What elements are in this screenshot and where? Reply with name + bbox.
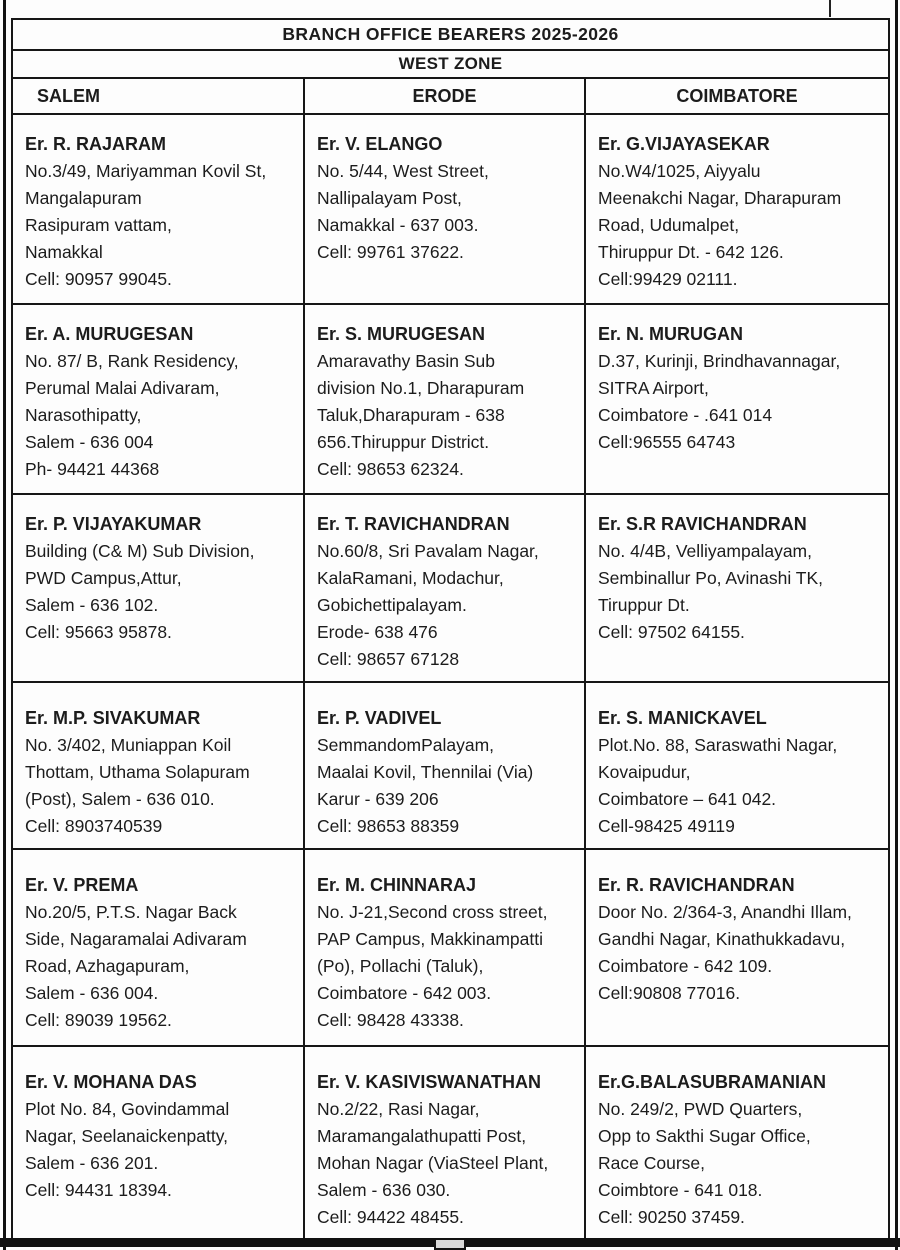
address-line: No. 87/ B, Rank Residency, <box>25 351 239 371</box>
address-line: Cell: 98428 43338. <box>317 1010 464 1030</box>
address-line: Erode- 638 476 <box>317 622 438 642</box>
address-line: Coimbatore – 641 042. <box>598 789 777 809</box>
address-line: Side, Nagaramalai Adivaram <box>25 929 247 949</box>
address-line: Cell:96555 64743 <box>598 432 736 452</box>
address-line: Gandhi Nagar, Kinathukkadavu, <box>598 929 846 949</box>
address-line: Salem - 636 004. <box>25 983 159 1003</box>
address-line: No.20/5, P.T.S. Nagar Back <box>25 902 237 922</box>
person-name: Er. G.VIJAYASEKAR <box>598 134 770 154</box>
person-address <box>598 348 880 456</box>
address-line: Kovaipudur, <box>598 762 691 782</box>
address-line: Gobichettipalayam. <box>317 595 467 615</box>
address-line: No. 3/402, Muniappan Koil <box>25 735 232 755</box>
page-title: BRANCH OFFICE BEARERS 2025-2026 <box>13 20 888 51</box>
directory-cell <box>586 1047 888 1244</box>
address-line: No. 249/2, PWD Quarters, <box>598 1099 803 1119</box>
address-line: KalaRamani, Modachur, <box>317 568 504 588</box>
column-header-salem: SALEM <box>13 79 305 113</box>
address-line: No. J-21,Second cross street, <box>317 902 548 922</box>
person-name: Er. S. MURUGESAN <box>317 324 486 344</box>
address-line: No.60/8, Sri Pavalam Nagar, <box>317 541 539 561</box>
table-row <box>13 305 888 495</box>
address-line: Salem - 636 004 <box>25 432 154 452</box>
address-line: Salem - 636 102. <box>25 595 159 615</box>
address-line: Meenakchi Nagar, Dharapuram <box>598 188 842 208</box>
table-row <box>13 683 888 850</box>
address-line: Mangalapuram <box>25 188 142 208</box>
address-line: D.37, Kurinji, Brindhavannagar, <box>598 351 841 371</box>
address-line: Cell: 89039 19562. <box>25 1010 172 1030</box>
address-line: Salem - 636 201. <box>25 1153 159 1173</box>
address-line: Cell: 98653 62324. <box>317 459 464 479</box>
address-line: Cell: 98653 88359 <box>317 816 460 836</box>
address-line: Rasipuram vattam, <box>25 215 172 235</box>
person-address <box>317 158 576 266</box>
address-line: No.W4/1025, Aiyyalu <box>598 161 761 181</box>
address-line: Door No. 2/364-3, Anandhi Illam, <box>598 902 852 922</box>
person-name: Er. V. PREMA <box>25 875 139 895</box>
directory-cell <box>13 1047 305 1244</box>
person-address <box>25 1096 295 1204</box>
person-name: Er.G.BALASUBRAMANIAN <box>598 1072 827 1092</box>
address-line: Road, Azhagapuram, <box>25 956 190 976</box>
directory-cell <box>305 850 586 1045</box>
address-line: Cell: 8903740539 <box>25 816 163 836</box>
address-line: (Po), Pollachi (Taluk), <box>317 956 484 976</box>
directory-cell <box>305 495 586 681</box>
person-name: Er. N. MURUGAN <box>598 324 744 344</box>
person-address <box>25 348 295 483</box>
person-name: Er. S. MANICKAVEL <box>598 708 767 728</box>
directory-cell <box>586 495 888 681</box>
address-line: No.2/22, Rasi Nagar, <box>317 1099 480 1119</box>
address-line: Cell: 94431 18394. <box>25 1180 172 1200</box>
column-header-coimbatore: COIMBATORE <box>676 85 798 106</box>
address-line: Maalai Kovil, Thennilai (Via) <box>317 762 534 782</box>
directory-cell <box>13 115 305 303</box>
person-name: Er. T. RAVICHANDRAN <box>317 514 510 534</box>
address-line: Cell:99429 02111. <box>598 269 738 289</box>
page-border-left <box>3 0 6 1250</box>
directory-cell <box>586 683 888 848</box>
address-line: SITRA Airport, <box>598 378 709 398</box>
directory-cell <box>586 305 888 493</box>
person-name: Er. M.P. SIVAKUMAR <box>25 708 201 728</box>
person-name: Er. P. VIJAYAKUMAR <box>25 514 202 534</box>
address-line: SemmandomPalayam, <box>317 735 495 755</box>
address-line: Mohan Nagar (ViaSteel Plant, <box>317 1153 549 1173</box>
column-header-row <box>13 79 888 115</box>
person-name: Er. V. ELANGO <box>317 134 443 154</box>
address-line: Coimbtore - 641 018. <box>598 1180 763 1200</box>
directory-cell <box>305 683 586 848</box>
zone-title: WEST ZONE <box>13 51 888 79</box>
address-line: Cell: 94422 48455. <box>317 1207 464 1227</box>
person-address <box>317 348 576 483</box>
address-line: division No.1, Dharapuram <box>317 378 525 398</box>
address-line: Cell: 90250 37459. <box>598 1207 745 1227</box>
address-line: Perumal Malai Adivaram, <box>25 378 220 398</box>
address-line: Ph- 94421 44368 <box>25 459 160 479</box>
address-line: Taluk,Dharapuram - 638 <box>317 405 505 425</box>
person-address <box>598 899 880 1007</box>
directory-cell <box>13 850 305 1045</box>
address-line: Sembinallur Po, Avinashi TK, <box>598 568 824 588</box>
person-address <box>317 538 576 673</box>
person-name: Er. P. VADIVEL <box>317 708 442 728</box>
directory-cell <box>305 115 586 303</box>
address-line: Plot.No. 88, Saraswathi Nagar, <box>598 735 838 755</box>
address-line: Cell: 99761 37622. <box>317 242 464 262</box>
address-line: Road, Udumalpet, <box>598 215 740 235</box>
person-address <box>25 732 295 840</box>
person-address <box>25 899 295 1034</box>
person-address <box>598 732 880 840</box>
address-line: Cell: 97502 64155. <box>598 622 745 642</box>
address-line: No.3/49, Mariyamman Kovil St, <box>25 161 267 181</box>
person-name: Er. A. MURUGESAN <box>25 324 194 344</box>
page-border-right <box>895 0 898 1250</box>
directory-cell <box>13 495 305 681</box>
person-name: Er. M. CHINNARAJ <box>317 875 477 895</box>
person-address <box>317 899 576 1034</box>
address-line: Namakkal <box>25 242 103 262</box>
address-line: PAP Campus, Makkinampatti <box>317 929 543 949</box>
address-line: Tiruppur Dt. <box>598 595 690 615</box>
address-line: No. 4/4B, Velliyampalayam, <box>598 541 812 561</box>
person-name: Er. R. RAVICHANDRAN <box>598 875 795 895</box>
table-row <box>13 850 888 1047</box>
address-line: Opp to Sakthi Sugar Office, <box>598 1126 811 1146</box>
address-line: Race Course, <box>598 1153 705 1173</box>
person-address <box>25 158 295 293</box>
branch-office-bearers-table <box>11 18 890 1246</box>
address-line: Karur - 639 206 <box>317 789 439 809</box>
page-number-box <box>434 1238 466 1250</box>
address-line: Cell:90808 77016. <box>598 983 741 1003</box>
address-line: Thiruppur Dt. - 642 126. <box>598 242 784 262</box>
address-line: Salem - 636 030. <box>317 1180 451 1200</box>
address-line: Cell: 90957 99045. <box>25 269 172 289</box>
person-address <box>598 158 880 293</box>
address-line: (Post), Salem - 636 010. <box>25 789 215 809</box>
person-address <box>317 1096 576 1231</box>
address-line: Building (C& M) Sub Division, <box>25 541 255 561</box>
directory-cell <box>13 683 305 848</box>
crop-mark <box>829 0 831 17</box>
table-row <box>13 495 888 683</box>
directory-cell <box>305 305 586 493</box>
address-line: Thottam, Uthama Solapuram <box>25 762 250 782</box>
person-name: Er. V. MOHANA DAS <box>25 1072 197 1092</box>
table-row <box>13 1047 888 1244</box>
person-address <box>598 1096 880 1231</box>
address-line: 656.Thiruppur District. <box>317 432 490 452</box>
address-line: No. 5/44, West Street, <box>317 161 489 181</box>
address-line: Amaravathy Basin Sub <box>317 351 496 371</box>
directory-cell <box>13 305 305 493</box>
address-line: Nagar, Seelanaickenpatty, <box>25 1126 229 1146</box>
address-line: Plot No. 84, Govindammal <box>25 1099 230 1119</box>
person-address <box>317 732 576 840</box>
directory-cell <box>586 850 888 1045</box>
address-line: Namakkal - 637 003. <box>317 215 479 235</box>
address-line: Coimbatore - 642 003. <box>317 983 492 1003</box>
address-line: Cell-98425 49119 <box>598 816 735 836</box>
address-line: Coimbatore - .641 014 <box>598 405 773 425</box>
column-header-erode: ERODE <box>305 79 586 113</box>
person-address <box>25 538 295 646</box>
table-row <box>13 115 888 305</box>
person-name: Er. R. RAJARAM <box>25 134 167 154</box>
directory-cell <box>586 115 888 303</box>
address-line: PWD Campus,Attur, <box>25 568 182 588</box>
address-line: Coimbatore - 642 109. <box>598 956 773 976</box>
address-line: Cell: 98657 67128 <box>317 649 460 669</box>
address-line: Nallipalayam Post, <box>317 188 462 208</box>
person-name: Er. S.R RAVICHANDRAN <box>598 514 807 534</box>
person-name: Er. V. KASIVISWANATHAN <box>317 1072 542 1092</box>
address-line: Cell: 95663 95878. <box>25 622 172 642</box>
person-address <box>598 538 880 646</box>
address-line: Narasothipatty, <box>25 405 142 425</box>
address-line: Maramangalathupatti Post, <box>317 1126 527 1146</box>
directory-cell <box>305 1047 586 1244</box>
